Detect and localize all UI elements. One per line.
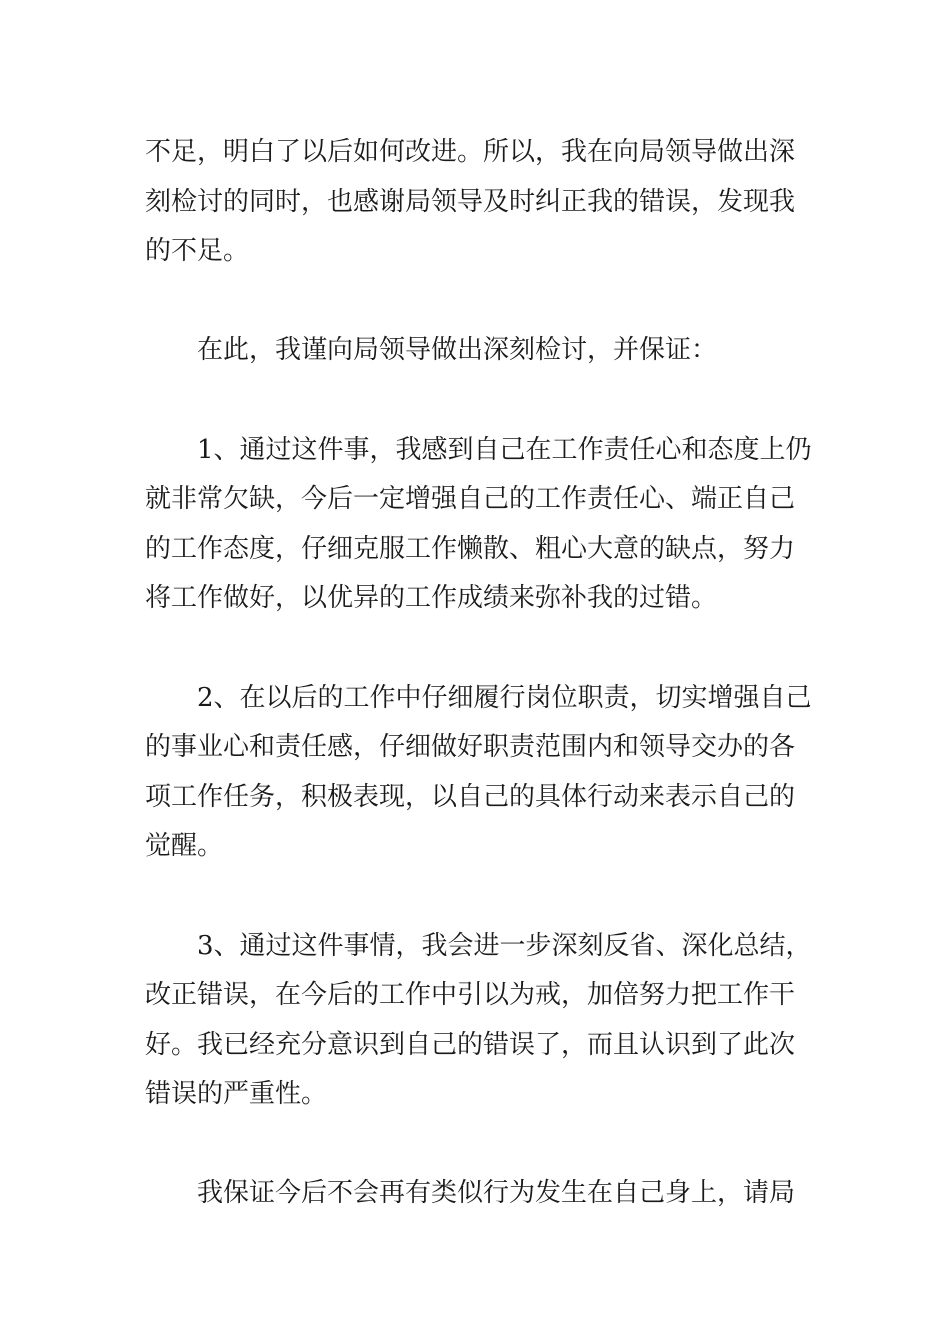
text-line: 就非常欠缺，今后一定增强自己的工作责任心、端正自己	[145, 484, 796, 515]
text-line: 将工作做好，以优异的工作成绩来弥补我的过错。	[145, 583, 718, 614]
text-line: 2、在以后的工作中仔细履行岗位职责，切实增强自己	[197, 682, 812, 713]
text-line: 项工作任务，积极表现，以自己的具体行动来表示自己的	[145, 781, 796, 812]
document-body	[145, 128, 812, 1219]
text-line: 错误的严重性。	[145, 1079, 328, 1110]
text-line: 不足，明白了以后如何改进。所以，我在向局领导做出深	[145, 137, 796, 167]
text-line: 刻检讨的同时，也感谢局领导及时纠正我的错误，发现我	[145, 186, 796, 217]
text-line: 我保证今后不会再有类似行为发生在自己身上，请局	[197, 1178, 796, 1209]
text-line: 在此，我谨向局领导做出深刻检讨，并保证：	[197, 335, 718, 366]
paragraph-intro	[145, 326, 807, 376]
text-line: 的不足。	[145, 236, 250, 267]
paragraph-continuation	[145, 128, 807, 277]
text-line: 1、通过这件事，我感到自己在工作责任心和态度上仍	[197, 434, 812, 465]
paragraph-closing	[145, 1169, 807, 1219]
text-line: 的工作态度，仔细克服工作懒散、粗心大意的缺点，努力	[145, 533, 796, 564]
text-line: 觉醒。	[145, 831, 224, 862]
text-line: 3、通过这件事情，我会进一步深刻反省、深化总结，	[197, 930, 812, 961]
paragraph-item-3	[145, 922, 812, 1120]
text-line: 改正错误，在今后的工作中引以为戒，加倍努力把工作干	[145, 980, 796, 1011]
paragraph-item-1	[145, 426, 812, 624]
paragraph-item-2	[145, 674, 812, 872]
text-line: 的事业心和责任感，仔细做好职责范围内和领导交办的各	[145, 732, 796, 763]
text-line: 好。我已经充分意识到自己的错误了，而且认识到了此次	[145, 1029, 796, 1060]
